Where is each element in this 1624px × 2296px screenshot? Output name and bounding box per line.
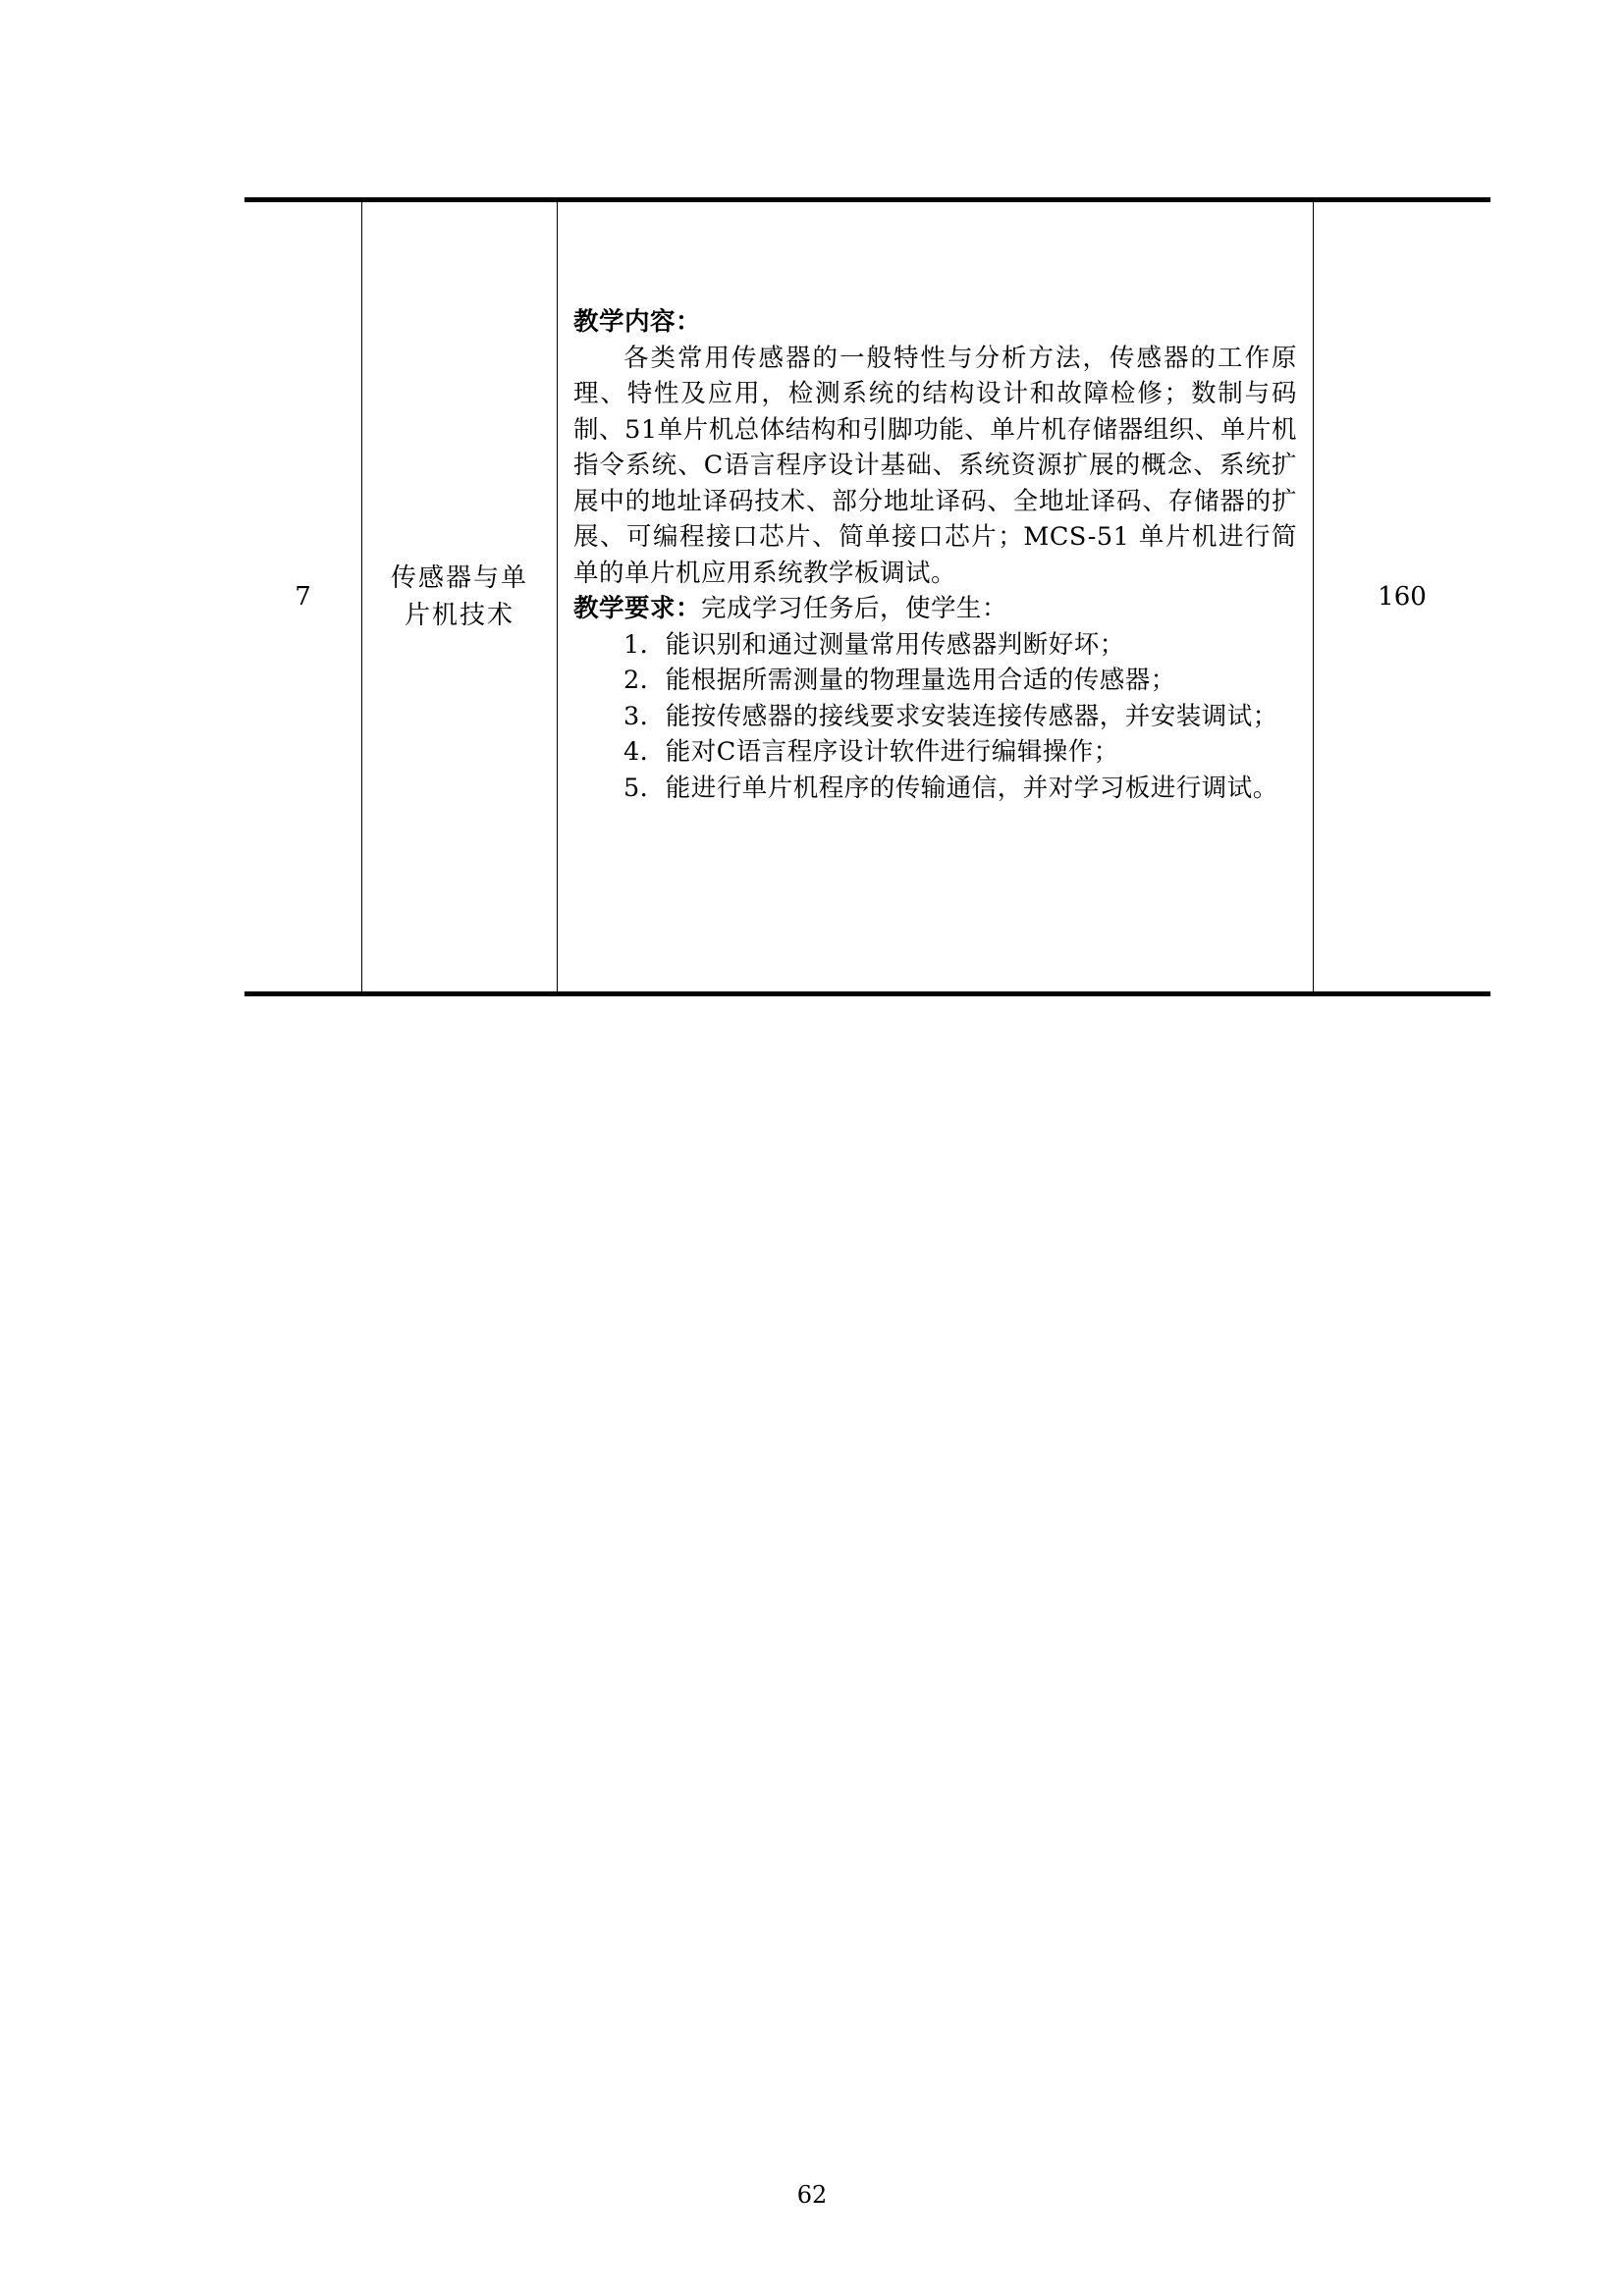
row-number: 7 [295, 582, 311, 612]
requirement-item-3: 3．能按传感器的接线要求安装连接传感器，并安装调试； [623, 701, 1278, 731]
requirement-item-5: 5．能进行单片机程序的传输通信，并对学习板进行调试。 [623, 773, 1278, 803]
course-table [244, 197, 1490, 996]
requirement-line [573, 591, 1297, 627]
table-row [244, 200, 1490, 994]
requirement-item-2: 2．能根据所需测量的物理量选用合适的传感器； [623, 666, 1176, 695]
requirement-heading: 教学要求： [573, 594, 702, 623]
course-name-line1: 传感器与单 [390, 563, 528, 593]
requirement-intro: 完成学习任务后，使学生： [701, 594, 1008, 623]
requirement-item-1: 1．能识别和通过测量常用传感器判断好坏； [623, 629, 1125, 660]
row-number-cell [244, 200, 362, 994]
page-number: 62 [796, 2181, 828, 2209]
course-content-cell [558, 200, 1314, 994]
course-hours: 160 [1378, 582, 1427, 612]
content-text: 各类常用传感器的一般特性与分析方法，传感器的工作原理、特性及应用，检测系统的结构设计和故障检修；数制与码制、51单片机总体结构和引脚功能、单片机存储器组织、单片机指令系统、C语言程序设计基础、系统资源扩展的概念、系统扩展中的地址译码技术、部分地址译码、全地址译码、存储器的扩展、可编程接口芯片、简单接口芯片；MCS-51 单片机进行简单的单片机应用系统教学板调试。 [573, 343, 1297, 588]
content-heading: 教学内容： [573, 307, 702, 337]
hours-cell [1314, 200, 1491, 994]
course-name-line2: 片机技术 [404, 601, 514, 630]
course-name-cell [362, 200, 558, 994]
requirement-item-4: 4．能对C语言程序设计软件进行编辑操作； [623, 737, 1119, 767]
